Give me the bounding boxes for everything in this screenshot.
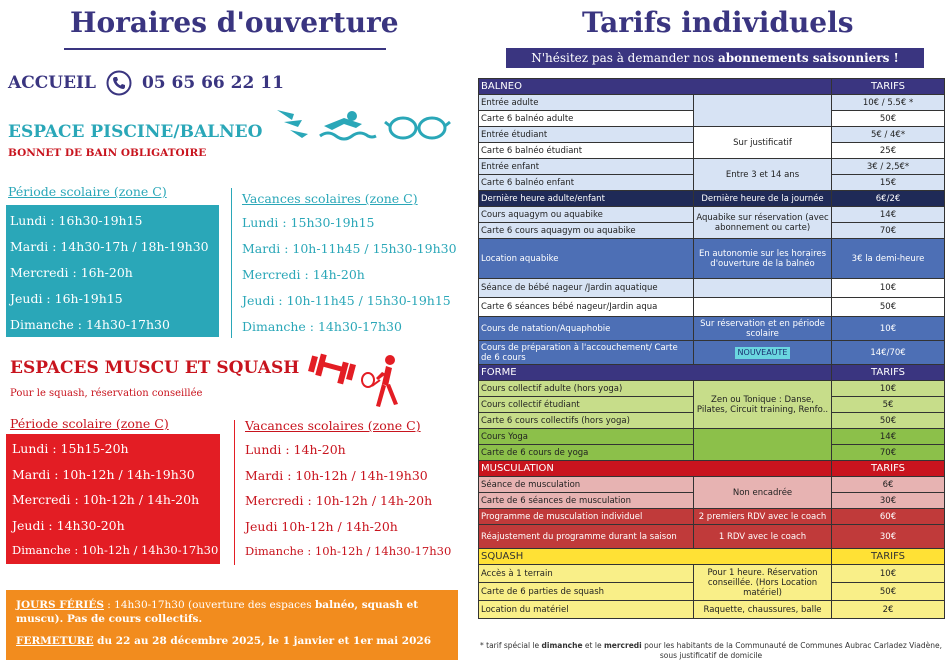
swimming-icons: [272, 100, 457, 150]
feries-label: JOURS FÉRIÉS: [16, 599, 104, 611]
phone-icon: [106, 70, 132, 96]
hours-row: Jeudi : 16h-19h15: [10, 291, 123, 306]
row-note: [694, 341, 832, 365]
row-note: Non encadrée: [694, 477, 832, 509]
tarifs-header: TARIFS: [832, 461, 945, 477]
footnote-bold: mercredi: [603, 641, 642, 650]
row-note: Sur justificatif: [694, 127, 832, 159]
row-price: 5€: [832, 397, 945, 413]
hours-row: Mercredi : 14h-20h: [242, 267, 365, 282]
hours-row: Dimanche : 14h30-17h30: [242, 319, 402, 334]
table-row: [479, 191, 945, 207]
nouveaute-badge: NOUVEAUTE: [735, 347, 791, 359]
hours-row: Dimanche : 10h-12h / 14h30-17h30: [12, 543, 219, 557]
row-price: 50€: [832, 583, 945, 601]
row-price: 25€: [832, 143, 945, 159]
row-label: Entrée adulte: [479, 95, 694, 111]
muscu-holiday-label: Vacances scolaires (zone C): [245, 418, 421, 433]
row-note: Zen ou Tonique : Danse, Pilates, Circuit training, Renfo..: [694, 381, 832, 429]
section-header-squash: [479, 549, 945, 565]
row-note: 1 RDV avec le coach: [694, 525, 832, 549]
hours-row: Lundi : 15h30-19h15: [242, 215, 375, 230]
table-row: [479, 509, 945, 525]
section-label: FORME: [479, 365, 832, 381]
row-price: 6€: [832, 477, 945, 493]
row-price: 6€/2€: [832, 191, 945, 207]
piscine-holiday-label: Vacances scolaires (zone C): [242, 191, 418, 206]
row-price: 50€: [832, 111, 945, 127]
opening-hours-title: Horaires d'ouverture: [70, 6, 399, 39]
hours-row: Lundi : 16h30-19h15: [10, 213, 143, 228]
table-row: [479, 601, 945, 619]
row-label: Cours collectif étudiant: [479, 397, 694, 413]
row-note: [694, 95, 832, 127]
row-note: Sur réservation et en période scolaire: [694, 317, 832, 341]
row-label: Cours Yoga: [479, 429, 694, 445]
dumbbell-icon: [308, 354, 356, 385]
table-row: [479, 341, 945, 365]
table-row: [479, 525, 945, 549]
hours-row: Mardi : 10h-12h / 14h-19h30: [245, 467, 428, 483]
row-price: 30€: [832, 525, 945, 549]
hours-row: Mercredi : 16h-20h: [10, 265, 133, 280]
footnote-text: et le: [582, 641, 604, 650]
fermeture-text: du 22 au 28 décembre 2025, le 1 janvier et 1er mai 2026: [93, 635, 432, 647]
hours-row: Dimanche : 14h30-17h30: [10, 317, 170, 332]
row-price: 14€: [832, 429, 945, 445]
row-label: Carte 6 cours aquagym ou aquabike: [479, 223, 694, 239]
table-row: [479, 239, 945, 279]
phone-number: 05 65 66 22 11: [141, 73, 284, 93]
muscu-holiday-hours: [245, 437, 451, 565]
tarifs-title: Tarifs individuels: [582, 6, 854, 39]
footnote-text: * tarif spécial le: [480, 641, 542, 650]
table-row: [479, 279, 945, 298]
tarifs-header: TARIFS: [832, 365, 945, 381]
row-label: Carte 6 balnéo étudiant: [479, 143, 694, 159]
row-price: 70€: [832, 223, 945, 239]
row-price: 5€ / 4€*: [832, 127, 945, 143]
row-note: En autonomie sur les horaires d'ouverture de la balnéo: [694, 239, 832, 279]
row-note: [694, 298, 832, 317]
row-label: Réajustement du programme durant la saison: [479, 525, 694, 549]
section-header-forme: [479, 365, 945, 381]
section-header-balneo: [479, 79, 945, 95]
hours-row: Jeudi 10h-12h / 14h-20h: [245, 518, 398, 534]
row-label: Entrée enfant: [479, 159, 694, 175]
muscu-squash-icons: [306, 350, 401, 412]
row-label: Cours de préparation à l'accouchement/ Carte de 6 cours: [479, 341, 694, 365]
fermeture-label: FERMETURE: [16, 635, 94, 647]
row-label: Cours aquagym ou aquabike: [479, 207, 694, 223]
muscu-school-label: Période scolaire (zone C): [10, 416, 169, 431]
section-header-musculation: [479, 461, 945, 477]
row-label: Séance de bébé nageur /Jardin aquatique: [479, 279, 694, 298]
table-row: [479, 565, 945, 583]
tarifs-header: TARIFS: [832, 79, 945, 95]
row-label: Carte 6 balnéo enfant: [479, 175, 694, 191]
table-row: [479, 381, 945, 397]
row-note: Aquabike sur réservation (avec abonnement ou carte): [694, 207, 832, 239]
banner-text: N'hésitez pas à demander nos: [531, 51, 718, 65]
row-label: Location du matériel: [479, 601, 694, 619]
hours-row: Mardi : 10h-11h45 / 15h30-19h30: [242, 241, 457, 256]
row-price: 30€: [832, 493, 945, 509]
row-price: 10€: [832, 279, 945, 298]
row-label: Entrée étudiant: [479, 127, 694, 143]
abonnements-banner: [506, 48, 924, 68]
accueil-label: ACCUEIL: [8, 73, 96, 93]
row-label: Cours de natation/Aquaphobie: [479, 317, 694, 341]
hours-row: Mercredi : 10h-12h / 14h-20h: [245, 493, 433, 508]
row-note: [694, 429, 832, 461]
row-price: 50€: [832, 298, 945, 317]
piscine-school-hours: [6, 205, 219, 337]
row-label: Carte 6 balnéo adulte: [479, 111, 694, 127]
table-row: [479, 127, 945, 143]
row-price: 2€: [832, 601, 945, 619]
row-price: 70€: [832, 445, 945, 461]
bonnet-note: BONNET DE BAIN OBLIGATOIRE: [8, 147, 207, 159]
row-label: Programme de musculation individuel: [479, 509, 694, 525]
squash-player-icon: [362, 355, 398, 407]
tarifs-table: [478, 78, 945, 619]
row-price: 50€: [832, 413, 945, 429]
row-note: Entre 3 et 14 ans: [694, 159, 832, 191]
row-price: 10€ / 5.5€ *: [832, 95, 945, 111]
section-label: BALNEO: [479, 79, 832, 95]
row-label: Séance de musculation: [479, 477, 694, 493]
muscu-school-hours: [6, 434, 220, 564]
table-row: [479, 477, 945, 493]
hours-row: Mercredi : 10h-12h / 14h-20h: [12, 492, 200, 507]
footnote-text: pour les habitants de la Communauté de Communes Aubrac Carladez Viadène, sous justificatif de domicile: [641, 641, 942, 660]
splash-icon: [277, 110, 308, 138]
piscine-holiday-hours: [242, 210, 457, 340]
footnote-bold: dimanche: [541, 641, 583, 650]
column-divider: [234, 420, 235, 565]
row-price: 10€: [832, 381, 945, 397]
holidays-closing-box: [6, 590, 458, 660]
title-underline: [64, 48, 386, 50]
row-label: Cours collectif adulte (hors yoga): [479, 381, 694, 397]
row-label: Carte de 6 parties de squash: [479, 583, 694, 601]
hours-row: Mardi : 10h-12h / 14h-19h30: [12, 466, 195, 482]
banner-bold: abonnements saisonniers !: [717, 51, 899, 65]
hours-row: Lundi : 14h-20h: [245, 442, 346, 457]
goggles-icon: [385, 118, 450, 138]
tarifs-header: TARIFS: [832, 549, 945, 565]
table-row: [479, 317, 945, 341]
row-label: Carte de 6 séances de musculation: [479, 493, 694, 509]
column-divider: [231, 188, 232, 338]
row-note: Dernière heure de la journée: [694, 191, 832, 207]
row-label: Carte 6 cours collectifs (hors yoga): [479, 413, 694, 429]
hours-row: Jeudi : 14h30-20h: [12, 517, 125, 533]
row-price: 14€: [832, 207, 945, 223]
row-price: 3€ / 2,5€*: [832, 159, 945, 175]
table-row: [479, 298, 945, 317]
row-price: 15€: [832, 175, 945, 191]
fermeture-paragraph: [16, 634, 448, 648]
row-price: 3€ la demi-heure: [832, 239, 945, 279]
hours-row: Mardi : 14h30-17h / 18h-19h30: [10, 239, 209, 254]
piscine-school-label: Période scolaire (zone C): [8, 184, 167, 199]
row-label: Accès à 1 terrain: [479, 565, 694, 583]
row-label: Carte de 6 cours de yoga: [479, 445, 694, 461]
squash-note: Pour le squash, réservation conseillée: [10, 388, 203, 399]
swimmer-icon: [320, 111, 376, 139]
accueil-line: [8, 70, 284, 96]
section-label: SQUASH: [479, 549, 832, 565]
table-row: [479, 429, 945, 445]
muscu-title: ESPACES MUSCU ET SQUASH: [10, 358, 300, 378]
feries-paragraph: [16, 598, 448, 626]
row-price: 14€/70€: [832, 341, 945, 365]
row-label: Dernière heure adulte/enfant: [479, 191, 694, 207]
row-label: Location aquabike: [479, 239, 694, 279]
feries-text: : 14h30-17h30 (ouverture des espaces: [103, 599, 315, 611]
row-price: 10€: [832, 317, 945, 341]
row-note: [694, 279, 832, 298]
feries-bold: balnéo, squash et muscu). Pas de cours collectifs.: [16, 599, 419, 625]
piscine-title: ESPACE PISCINE/BALNEO: [8, 122, 263, 142]
row-price: 60€: [832, 509, 945, 525]
tarif-footnote: [480, 641, 942, 661]
row-note: Pour 1 heure. Réservation conseillée. (Hors Location matériel): [694, 565, 832, 601]
section-label: MUSCULATION: [479, 461, 832, 477]
opening-hours-section: [0, 0, 470, 665]
hours-row: Dimanche : 10h-12h / 14h30-17h30: [245, 544, 452, 558]
row-note: Raquette, chaussures, balle: [694, 601, 832, 619]
row-note: 2 premiers RDV avec le coach: [694, 509, 832, 525]
row-price: 10€: [832, 565, 945, 583]
hours-row: Lundi : 15h15-20h: [12, 441, 129, 456]
row-label: Carte 6 séances bébé nageur/Jardin aqua: [479, 298, 694, 317]
hours-row: Jeudi : 10h-11h45 / 15h30-19h15: [242, 293, 451, 308]
table-row: [479, 207, 945, 223]
table-row: [479, 159, 945, 175]
table-row: [479, 95, 945, 111]
